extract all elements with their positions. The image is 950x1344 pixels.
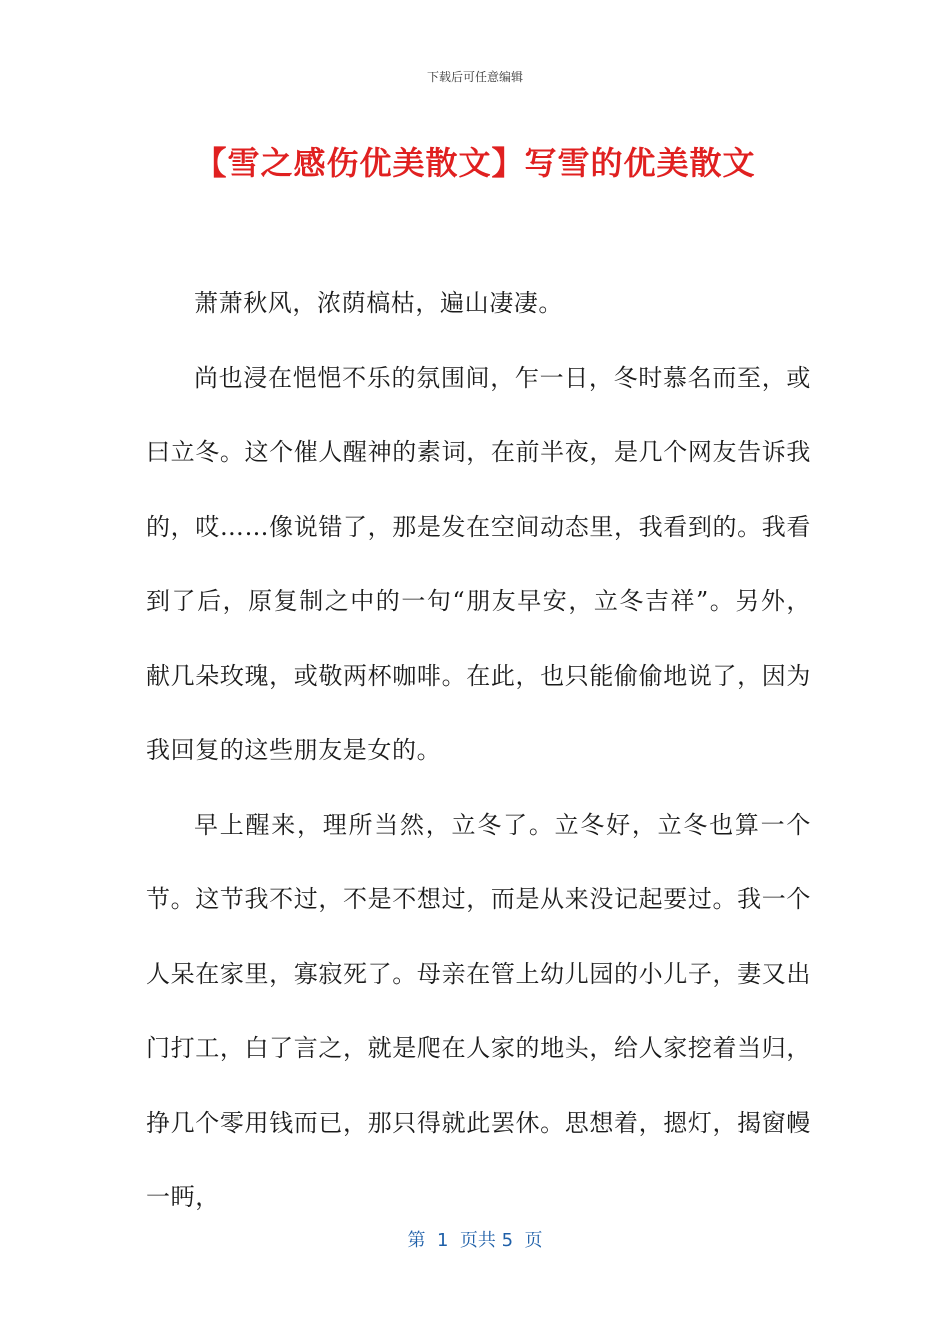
paragraph-3: 早上醒来，理所当然，立冬了。立冬好，立冬也算一个节。这节我不过，不是不想过，而是从来没记起要过。我一个人呆在家里，寡寂死了。母亲在管上幼儿园的小儿子，妻又出门打工，白了言之，就是爬在人家的地头，给人家挖着当归，挣几个零用钱而已，那只得就此罢休。思想着，摁灯，揭窗幔一眄， <box>146 810 811 1211</box>
page-footer: 第 1 页共 5 页 <box>407 1230 543 1251</box>
paragraph-2: 尚也浸在悒悒不乐的氛围间，乍一日，冬时慕名而至，或曰立冬。这个催人醒神的素词，在前半夜，是几个网友告诉我的，哎……像说错了，那是发在空间动态里，我看到的。我看到了后，原复制之中的一句“朋友早安，立冬吉祥”。另外，献几朵玫瑰，或敬两杯咖啡。在此，也只能偷偷地说了，因为我回复的这些朋友是女的。 <box>146 363 811 764</box>
document-body <box>146 266 811 1235</box>
paragraph-1: 萧萧秋风，浓荫槁枯，遍山凄凄。 <box>194 289 563 317</box>
document-title: 【雪之感伤优美散文】写雪的优美散文 <box>194 144 756 182</box>
header-note: 下载后可任意编辑 <box>426 70 523 84</box>
